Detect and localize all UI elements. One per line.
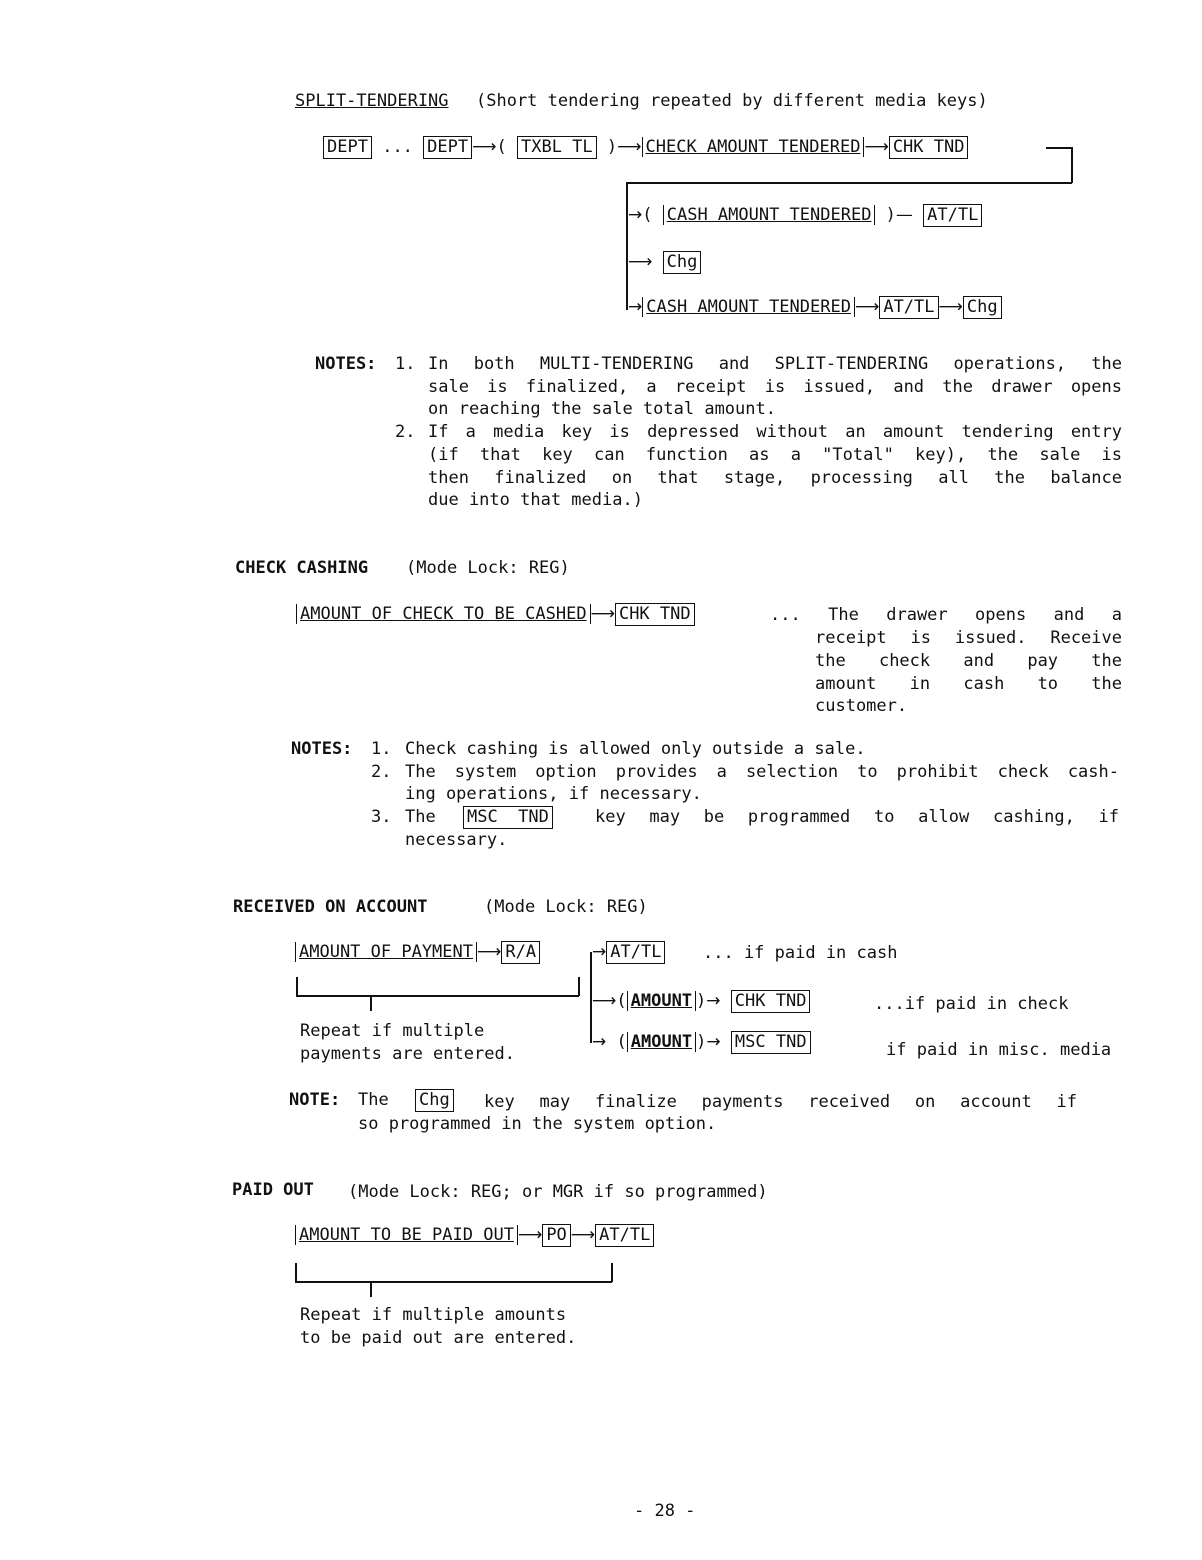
msc-tnd-key: MSC TND bbox=[731, 1031, 811, 1054]
at-tl-key: AT/TL bbox=[879, 296, 938, 319]
arrow-icon: → bbox=[706, 1032, 721, 1052]
connector-line bbox=[1046, 147, 1072, 149]
arrow-icon: ⟶ bbox=[938, 297, 963, 317]
arrow-icon: ⟶ bbox=[592, 991, 617, 1011]
arrow-icon: → bbox=[592, 942, 607, 962]
check-desc-line: receipt is issued. Receive bbox=[815, 628, 1122, 648]
note-line: key may be programmed to allow cashing, if bbox=[595, 807, 1119, 827]
paid-out-sequence bbox=[295, 1227, 654, 1244]
chk-tnd-key: CHK TND bbox=[731, 990, 811, 1013]
arrow-icon: ⟶ bbox=[477, 942, 502, 962]
txbl-tl-key: TXBL TL bbox=[517, 136, 597, 159]
msc-tnd-key-wrap bbox=[463, 809, 553, 826]
roa-repeat-line: payments are entered. bbox=[300, 1044, 515, 1064]
note-number: 3. bbox=[371, 807, 392, 827]
arrow-icon: ⟶ bbox=[517, 1225, 543, 1245]
arrow-icon: ⟶ bbox=[617, 137, 642, 157]
roa-note-label: NOTE: bbox=[289, 1090, 341, 1110]
amount-entry: AMOUNT bbox=[627, 991, 696, 1011]
split-heading: SPLIT-TENDERING bbox=[295, 91, 449, 111]
roa-repeat-line: Repeat if multiple bbox=[300, 1021, 485, 1041]
arrow-icon: → bbox=[628, 205, 643, 225]
page-number: - 28 - bbox=[634, 1501, 696, 1521]
roa-mode: (Mode Lock: REG) bbox=[484, 897, 648, 917]
roa-cash-note: ... if paid in cash bbox=[703, 943, 898, 963]
note-line: If a media key is depressed without an amount tendering entry bbox=[428, 422, 1122, 442]
roa-misc-branch: → ( AMOUNT )→ MSC TND bbox=[592, 1034, 811, 1051]
roa-sequence bbox=[295, 944, 540, 961]
check-cashing-mode: (Mode Lock: REG) bbox=[406, 558, 570, 578]
payment-amount-entry: AMOUNT OF PAYMENT bbox=[295, 942, 477, 962]
roa-note-pre: The bbox=[358, 1090, 389, 1110]
paid-out-repeat-line: Repeat if multiple amounts bbox=[300, 1305, 567, 1325]
chg-key: Chg bbox=[415, 1089, 454, 1112]
arrow-icon: → bbox=[628, 297, 643, 317]
connector-line bbox=[626, 182, 628, 310]
check-desc-line: customer. bbox=[815, 696, 908, 716]
roa-check-branch: ⟶( AMOUNT )→ CHK TND bbox=[592, 993, 810, 1010]
arrow-icon: → bbox=[706, 991, 721, 1011]
paid-out-repeat-line: to be paid out are entered. bbox=[300, 1328, 577, 1348]
paid-out-amount-entry: AMOUNT TO BE PAID OUT bbox=[295, 1225, 518, 1245]
roa-heading: RECEIVED ON ACCOUNT bbox=[233, 897, 428, 917]
arrow-icon: ⟶ bbox=[628, 252, 653, 272]
paid-out-heading: PAID OUT bbox=[232, 1180, 314, 1200]
bracket-line bbox=[370, 995, 372, 1011]
chk-tnd-key: CHK TND bbox=[889, 136, 969, 159]
at-tl-key: AT/TL bbox=[606, 941, 665, 964]
bracket-line bbox=[611, 1263, 613, 1282]
at-tl-key: AT/TL bbox=[923, 204, 982, 227]
split-branch-cash-chg bbox=[628, 299, 1002, 316]
arrow-icon: ⟶ bbox=[570, 1225, 596, 1245]
check-desc-line: ... The drawer opens and a bbox=[770, 605, 1122, 625]
chg-key-wrap bbox=[415, 1092, 454, 1109]
arrow-icon: ⟶ bbox=[864, 137, 889, 157]
split-branch-cash: →( CASH AMOUNT TENDERED )— AT/TL bbox=[628, 207, 982, 224]
note-number: 1. bbox=[395, 354, 416, 374]
check-desc-line: amount in cash to the bbox=[815, 674, 1122, 694]
dept-key: DEPT bbox=[323, 136, 372, 159]
roa-misc-note: if paid in misc. media bbox=[886, 1040, 1112, 1060]
arrow-icon: → bbox=[592, 1032, 607, 1052]
msc-tnd-key: MSC TND bbox=[463, 806, 553, 829]
note-line: (if that key can function as a "Total" key), the sale is bbox=[428, 445, 1122, 465]
note-line: due into that media.) bbox=[428, 490, 643, 510]
connector-line bbox=[1071, 147, 1073, 183]
check-amount-entry: AMOUNT OF CHECK TO BE CASHED bbox=[296, 604, 591, 624]
check-cashing-heading: CHECK CASHING bbox=[235, 558, 369, 578]
note-line: on reaching the sale total amount. bbox=[428, 399, 776, 419]
check-desc-line: the check and pay the bbox=[815, 651, 1122, 671]
dash-icon: — bbox=[895, 205, 913, 225]
split-subtitle: (Short tendering repeated by different media keys) bbox=[476, 91, 988, 111]
split-branch-chg bbox=[628, 254, 701, 271]
note-key-pre: The bbox=[405, 807, 436, 827]
note-line: The system option provides a selection to prohibit check cash- bbox=[405, 762, 1119, 782]
arrow-icon: ⟶ bbox=[854, 297, 880, 317]
note-number: 2. bbox=[371, 762, 392, 782]
note-line: Check cashing is allowed only outside a sale. bbox=[405, 739, 866, 759]
chk-tnd-key: CHK TND bbox=[615, 603, 695, 626]
roa-cash-branch bbox=[592, 944, 665, 961]
bracket-line bbox=[578, 977, 580, 996]
check-notes-label: NOTES: bbox=[291, 739, 353, 759]
ellipsis: ... bbox=[382, 137, 413, 157]
bracket-line bbox=[296, 995, 579, 997]
check-cashing-sequence bbox=[296, 606, 695, 623]
bracket-line bbox=[295, 1281, 612, 1283]
split-notes-label: NOTES: bbox=[315, 354, 377, 374]
paid-out-mode: (Mode Lock: REG; or MGR if so programmed) bbox=[348, 1182, 768, 1202]
bracket-line bbox=[370, 1281, 372, 1297]
cash-amount-entry: CASH AMOUNT TENDERED bbox=[642, 297, 855, 317]
note-number: 1. bbox=[371, 739, 392, 759]
roa-check-note: ...if paid in check bbox=[874, 994, 1069, 1014]
arrow-icon: ⟶ bbox=[590, 604, 615, 624]
at-tl-key: AT/TL bbox=[595, 1224, 654, 1247]
po-key: PO bbox=[542, 1224, 570, 1247]
note-line: In both MULTI-TENDERING and SPLIT-TENDERING operations, the bbox=[428, 354, 1122, 374]
note-line: then finalized on that stage, processing all the balance bbox=[428, 468, 1122, 488]
note-line: necessary. bbox=[405, 830, 508, 850]
roa-note-line: so programmed in the system option. bbox=[358, 1114, 717, 1134]
ra-key: R/A bbox=[501, 941, 540, 964]
amount-entry: AMOUNT bbox=[627, 1032, 696, 1052]
chg-key: Chg bbox=[663, 251, 702, 274]
split-sequence: DEPT ... DEPT ⟶( TXBL TL )⟶ CHECK AMOUNT TENDERED ⟶ CHK TND bbox=[323, 139, 968, 156]
chg-key: Chg bbox=[963, 296, 1002, 319]
bracket-line bbox=[296, 977, 298, 995]
cash-amount-entry: CASH AMOUNT TENDERED bbox=[663, 205, 876, 225]
dept-key: DEPT bbox=[423, 136, 472, 159]
roa-note-line: key may finalize payments received on account if bbox=[484, 1092, 1077, 1112]
connector-line bbox=[626, 182, 1072, 184]
arrow-icon: ⟶ bbox=[472, 137, 497, 157]
note-number: 2. bbox=[395, 422, 416, 442]
check-amount-entry: CHECK AMOUNT TENDERED bbox=[642, 137, 865, 157]
bracket-line bbox=[295, 1263, 297, 1281]
note-line: sale is finalized, a receipt is issued, and the drawer opens bbox=[428, 377, 1122, 397]
note-line: ing operations, if necessary. bbox=[405, 784, 702, 804]
